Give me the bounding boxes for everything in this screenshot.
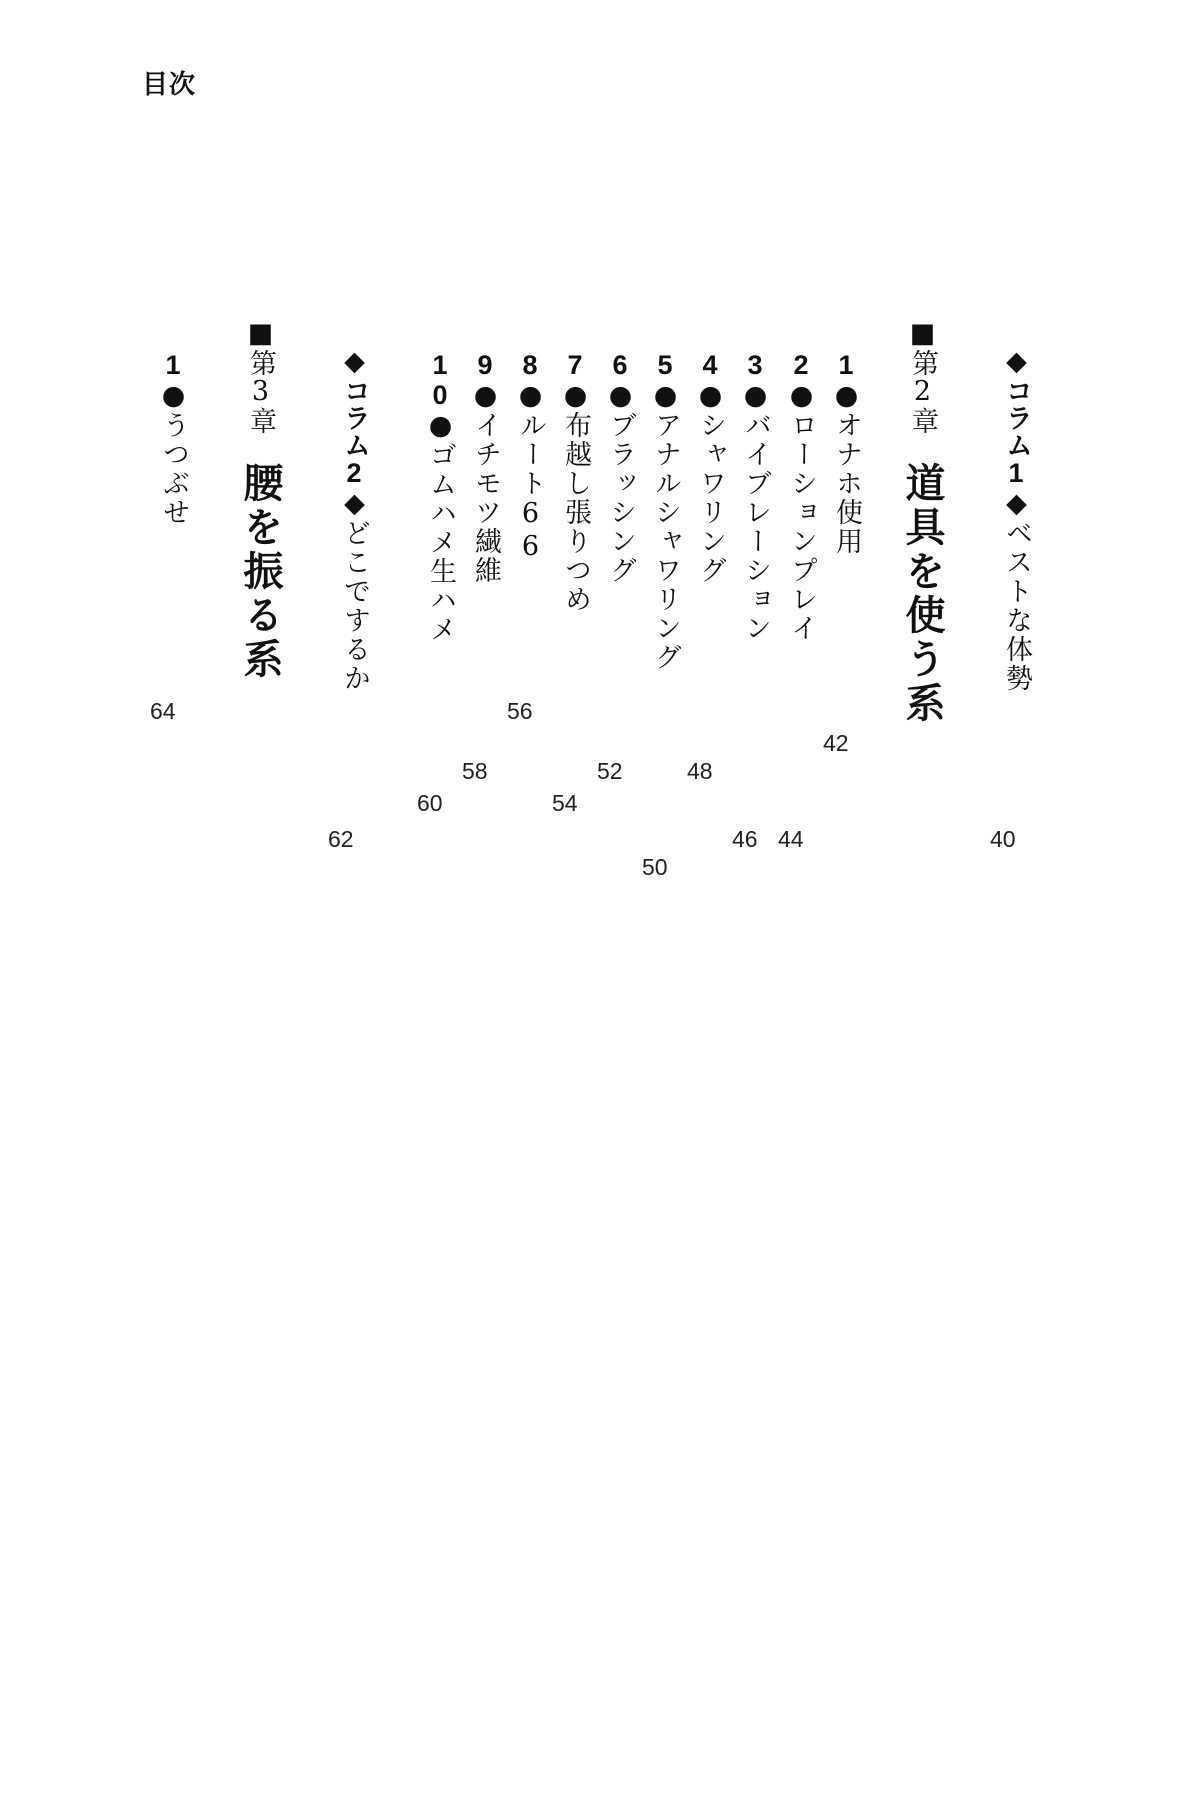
page-number: 48 <box>687 758 713 784</box>
page-number: 64 <box>150 698 176 724</box>
toc-column-2[interactable] <box>328 346 368 693</box>
chapter-label: 第 <box>245 349 276 376</box>
bullet-icon: ● <box>515 380 546 411</box>
column-number: 1 <box>1001 458 1031 488</box>
page-number: 50 <box>642 854 668 880</box>
chapter-label: 第 <box>907 349 938 376</box>
page-number: 40 <box>990 826 1016 852</box>
page-number: 46 <box>732 826 758 852</box>
item-title: バイブレーション <box>740 411 771 643</box>
bullet-icon: ● <box>740 380 771 411</box>
toc-item-2-3[interactable] <box>729 350 769 643</box>
page-number: 60 <box>417 790 443 816</box>
bullet-icon: ● <box>831 380 862 411</box>
item-title: シャワリング <box>695 411 726 585</box>
item-number: 9 <box>470 350 500 380</box>
toc-item-2-5[interactable] <box>639 350 679 672</box>
page-number: 58 <box>462 758 488 784</box>
chapter-3-heading <box>236 318 284 682</box>
page-number: 56 <box>507 698 533 724</box>
bullet-icon: ● <box>560 380 591 411</box>
bullet-icon: ● <box>605 380 636 411</box>
item-title: うつぶせ <box>158 411 189 527</box>
chapter-number: 3 <box>245 376 276 407</box>
item-number: 5 <box>650 350 680 380</box>
toc-item-2-4[interactable] <box>684 350 724 585</box>
chapter-suffix: 章 <box>245 407 276 434</box>
column-title: ベストな体勢 <box>1001 519 1032 693</box>
page-number: 54 <box>552 790 578 816</box>
bullet-icon: ● <box>158 380 189 411</box>
bullet-icon: ● <box>650 380 681 411</box>
toc-item-2-10[interactable] <box>414 350 454 644</box>
page-number: 42 <box>823 730 849 756</box>
toc-column-1[interactable] <box>990 346 1030 693</box>
item-number: 1 <box>158 350 188 380</box>
item-number: 8 <box>515 350 545 380</box>
item-number: 4 <box>695 350 725 380</box>
toc-item-2-2[interactable] <box>775 350 815 643</box>
bullet-icon: ● <box>786 380 817 411</box>
page-number: 62 <box>328 826 354 852</box>
chapter-2-heading <box>898 318 946 726</box>
page-title: 目次 <box>142 70 197 100</box>
square-icon: ■ <box>907 318 938 349</box>
item-title: 布越し張りつめ <box>560 411 591 614</box>
toc-item-2-1[interactable] <box>820 350 860 556</box>
chapter-title: 道具を使う系 <box>899 462 946 726</box>
page-number: 52 <box>597 758 623 784</box>
column-title: どこでするか <box>339 519 370 693</box>
toc-item-3-1[interactable] <box>147 350 187 527</box>
item-number: 1 <box>831 350 861 380</box>
item-number: 6 <box>605 350 635 380</box>
column-label: コラム <box>339 377 370 458</box>
toc-item-2-8[interactable] <box>504 350 544 564</box>
diamond-icon: ◆ <box>339 346 370 377</box>
diamond-icon: ◆ <box>339 488 370 519</box>
toc-item-2-7[interactable] <box>549 350 589 614</box>
chapter-title: 腰を振る系 <box>237 462 284 682</box>
column-label: コラム <box>1001 377 1032 458</box>
item-title: ローションプレイ <box>786 411 817 643</box>
item-title: アナルシャワリング <box>650 411 681 672</box>
item-title: ルート66 <box>515 411 546 564</box>
chapter-number: 2 <box>907 376 938 407</box>
toc-item-2-9[interactable] <box>459 350 499 585</box>
bullet-icon: ● <box>425 410 456 441</box>
diamond-icon: ◆ <box>1001 346 1032 377</box>
item-title: ブラッシング <box>605 411 636 585</box>
item-title: オナホ使用 <box>831 411 862 556</box>
diamond-icon: ◆ <box>1001 488 1032 519</box>
item-number: 3 <box>740 350 770 380</box>
column-number: 2 <box>339 458 369 488</box>
item-title: イチモツ繊維 <box>470 411 501 585</box>
bullet-icon: ● <box>695 380 726 411</box>
item-number: 2 <box>786 350 816 380</box>
bullet-icon: ● <box>470 380 501 411</box>
page-number: 44 <box>778 826 804 852</box>
item-number: 10 <box>425 350 455 410</box>
toc-item-2-6[interactable] <box>594 350 634 585</box>
item-title: ゴムハメ生ハメ <box>425 441 456 644</box>
square-icon: ■ <box>245 318 276 349</box>
item-number: 7 <box>560 350 590 380</box>
chapter-suffix: 章 <box>907 407 938 434</box>
